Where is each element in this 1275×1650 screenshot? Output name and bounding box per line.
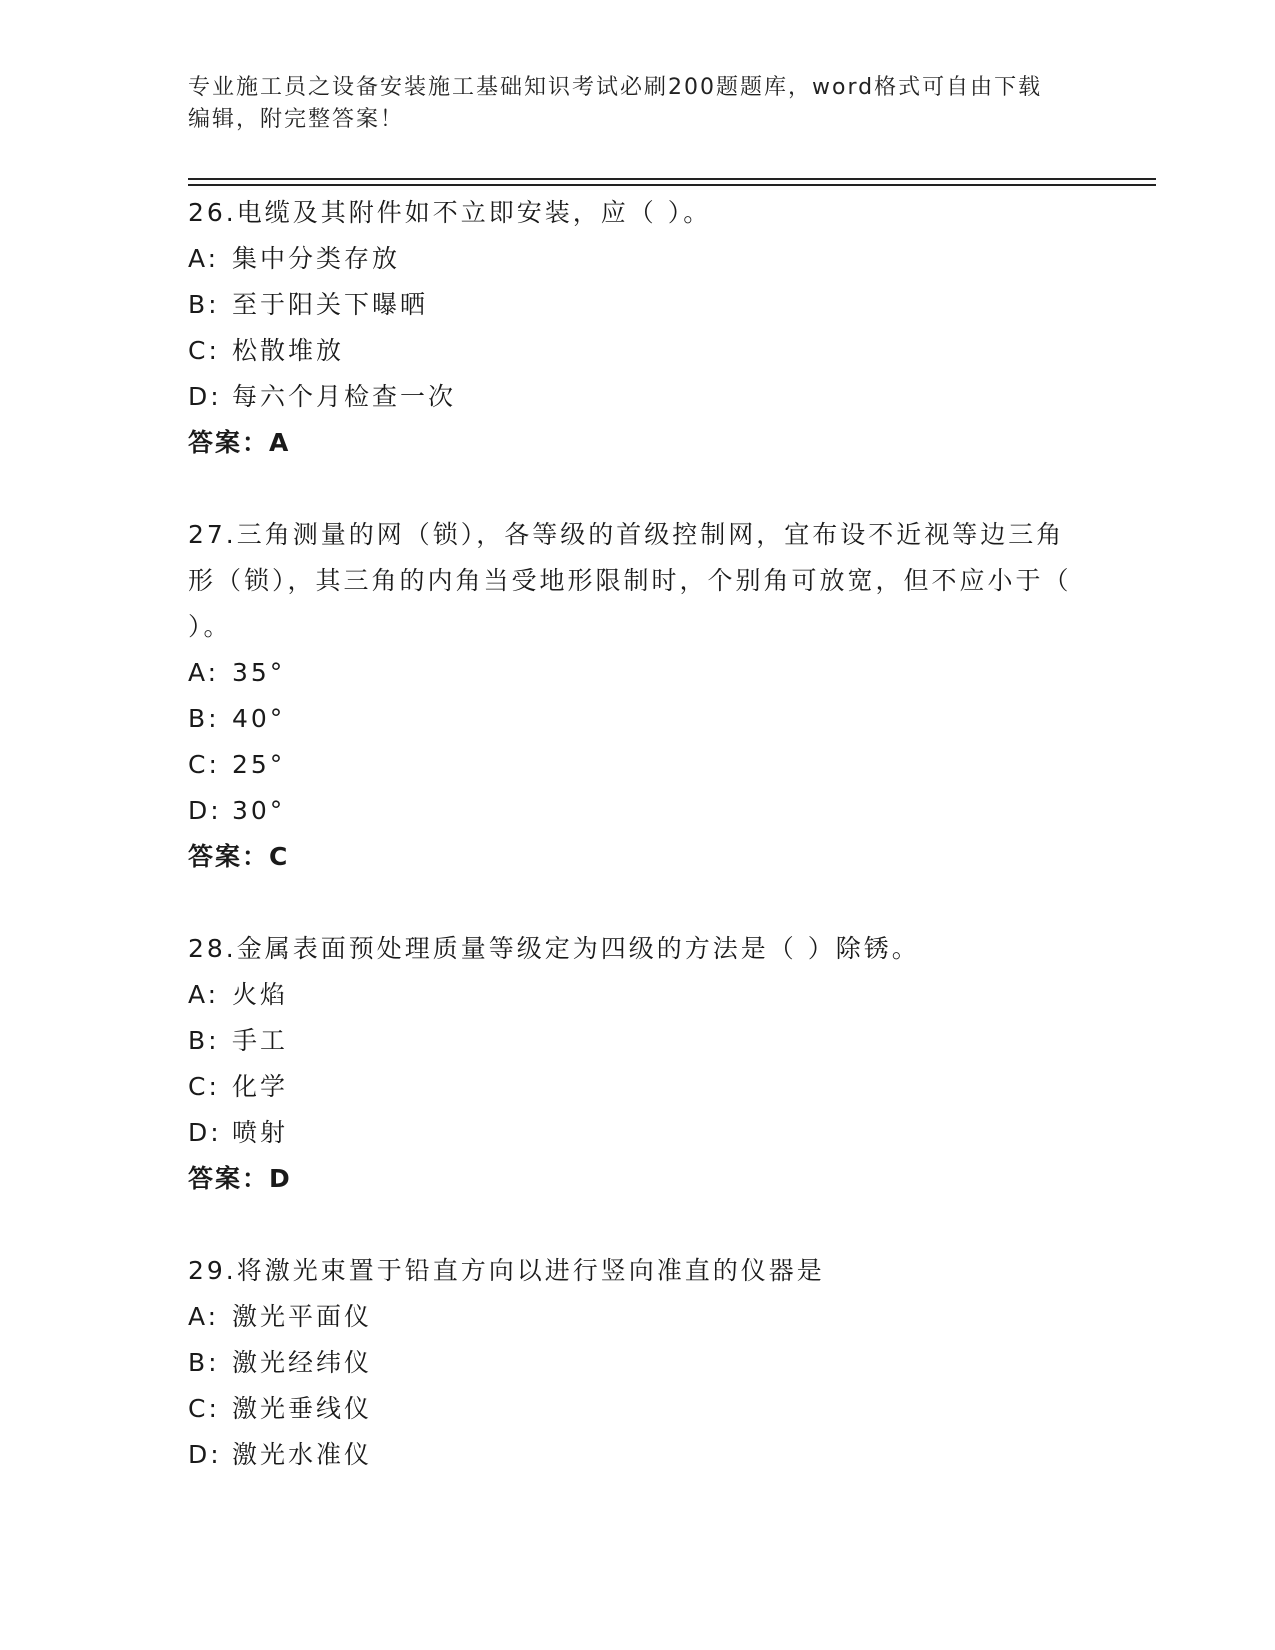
question-stem: 27.三角测量的网（锁），各等级的首级控制网，宜布设不近视等边三角形（锁），其三角的内角当受地形限制时，个别角可放宽，但不应小于（ ）。: [188, 520, 1072, 641]
option-letter: D:: [188, 1118, 222, 1147]
answer-label: 答案：D: [188, 1164, 292, 1193]
option-b: [188, 1018, 1088, 1064]
option-letter: A:: [188, 244, 220, 273]
option-letter: D:: [188, 1440, 222, 1469]
option-text: 激光垂线仪: [232, 1394, 373, 1423]
option-letter: A:: [188, 658, 220, 687]
option-text: 手工: [232, 1026, 289, 1055]
option-d: [188, 788, 1088, 834]
option-a: [188, 1294, 1088, 1340]
option-a: [188, 650, 1088, 696]
header-line-2: 编辑，附完整答案！: [188, 107, 405, 132]
option-text: 化学: [232, 1072, 289, 1101]
option-text: 至于阳关下曝晒: [232, 290, 429, 319]
document-header: [188, 72, 1088, 136]
option-letter: C:: [188, 750, 220, 779]
option-text: 激光水准仪: [232, 1440, 373, 1469]
option-text: 激光经纬仪: [232, 1348, 373, 1377]
header-divider-bottom: [188, 184, 1156, 186]
option-text: 每六个月检查一次: [232, 382, 457, 411]
question-stem: 29.将激光束置于铅直方向以进行竖向准直的仪器是: [188, 1256, 825, 1285]
option-a: [188, 972, 1088, 1018]
option-text: 火焰: [232, 980, 289, 1009]
option-letter: D:: [188, 382, 222, 411]
option-c: [188, 1064, 1088, 1110]
option-letter: A:: [188, 980, 220, 1009]
option-b: [188, 696, 1088, 742]
header-line-1: 专业施工员之设备安装施工基础知识考试必刷200题题库，word格式可自由下载: [188, 75, 1043, 100]
option-c: [188, 1386, 1088, 1432]
option-letter: C:: [188, 336, 220, 365]
option-c: [188, 328, 1088, 374]
option-letter: B:: [188, 1026, 220, 1055]
option-text: 35°: [232, 658, 286, 687]
option-text: 激光平面仪: [232, 1302, 373, 1331]
question-stem: 26.电缆及其附件如不立即安装，应（ ）。: [188, 198, 712, 227]
option-b: [188, 282, 1088, 328]
option-letter: B:: [188, 1348, 220, 1377]
question-26: [188, 190, 1088, 466]
option-d: [188, 374, 1088, 420]
option-b: [188, 1340, 1088, 1386]
answer-label: 答案：C: [188, 842, 290, 871]
question-list: [188, 190, 1088, 1524]
option-text: 松散堆放: [232, 336, 345, 365]
option-text: 喷射: [232, 1118, 289, 1147]
option-text: 40°: [232, 704, 286, 733]
question-28: [188, 926, 1088, 1202]
option-d: [188, 1432, 1088, 1478]
option-d: [188, 1110, 1088, 1156]
answer-label: 答案：A: [188, 428, 291, 457]
option-letter: D:: [188, 796, 222, 825]
option-a: [188, 236, 1088, 282]
header-divider-top: [188, 178, 1156, 180]
option-letter: B:: [188, 290, 220, 319]
option-letter: C:: [188, 1072, 220, 1101]
question-27: [188, 512, 1088, 880]
option-text: 25°: [232, 750, 286, 779]
question-stem: 28.金属表面预处理质量等级定为四级的方法是（ ）除锈。: [188, 934, 920, 963]
option-letter: A:: [188, 1302, 220, 1331]
question-29: [188, 1248, 1088, 1478]
option-text: 30°: [232, 796, 286, 825]
option-c: [188, 742, 1088, 788]
option-text: 集中分类存放: [232, 244, 401, 273]
option-letter: B:: [188, 704, 220, 733]
option-letter: C:: [188, 1394, 220, 1423]
